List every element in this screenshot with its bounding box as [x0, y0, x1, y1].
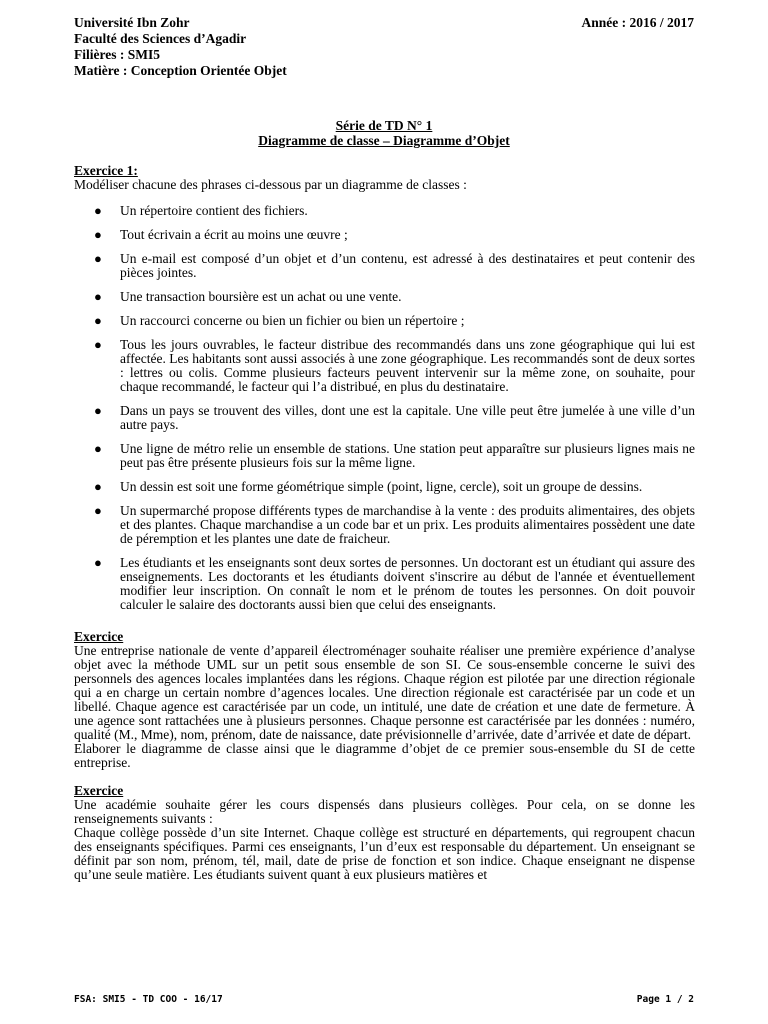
- university-name: Université Ibn Zohr: [74, 15, 190, 30]
- exercise2-task: Elaborer le diagramme de classe ainsi que le diagramme d’objet de ce premier sous-ensemble du SI de cette entreprise.: [74, 741, 695, 770]
- list-item: ● Tous les jours ouvrables, le facteur distribue des recommandés dans uns zone géographique qui lui est affectée. Les habitants sont aussi associés à une zone géographique. Les recommandés sont de deux sortes : lettres ou colis. Comme plusieurs facteurs peuvent intervenir sur la même zone, on souhaite, pour chaque recommandé, le facteur qui l’a distribué, en plus du destinataire.: [94, 337, 695, 394]
- list-item: ● Une ligne de métro relie un ensemble de stations. Une station peut apparaître sur plusieurs lignes mais ne peut pas être présente plusieurs fois sur la même ligne.: [94, 441, 695, 470]
- exercise1-intro: Modéliser chacune des phrases ci-dessous par un diagramme de classes :: [74, 177, 467, 192]
- faculty-name: Faculté des Sciences d’Agadir: [74, 31, 247, 46]
- exercise1-list: [74, 204, 695, 612]
- list-item: ● Une transaction boursière est un achat ou une vente.: [94, 289, 402, 304]
- list-item: ● Les étudiants et les enseignants sont deux sortes de personnes. Un doctorant est un étudiant qui assure des enseignements. Les doctorants et les étudiants doivent s'inscrire au début de l'année et éventuellement modifier leur inscription. On connaît le nom et le prénom de toutes les personnes. On doit pouvoir calculer le salaire des doctorants aussi bien que celui des enseignants.: [94, 555, 695, 612]
- subject: Matière : Conception Orientée Objet: [74, 63, 287, 78]
- bullet-icon: ●: [94, 251, 102, 266]
- exercise2-paragraph: Une entreprise nationale de vente d’appareil électroménager souhaite réaliser une première expérience d’analyse objet avec la méthode UML sur un petit sous ensemble de son SI. Ce sous-ensemble concerne le suivi des personnels des agences locales implantées dans les régions. Chaque région est pilotée par une direction régionale qui a en charge un certain nombre d’agences locales. Une direction régionale est caractérisée par un code et un libellé. Chaque agence est caractérisée par un code, un intitulé, une date de création et une date de fermeture. À une agence sont rattachées une à plusieurs personnes. Chaque personne est caractérisée par les données : numéro, qualité (M., Mme), nom, prénom, date de naissance, date prévisionnelle d’arrivée, date d’arrivée et date de départ.: [74, 643, 695, 742]
- exercise3-paragraph2: Chaque collège possède d’un site Internet. Chaque collège est structuré en départements, qui regroupent chacun des enseignants spécifiques. Parmi ces enseignants, l’un d’eux est responsable du département. Un enseignant se définit par son nom, prénom, tél, mail, date de prise de fonction et son indice. Chaque enseignant ne dispense qu’une seule matière. Les étudiants suivent quant à eux plusieurs matières et: [74, 825, 695, 882]
- topic-title: Diagramme de classe – Diagramme d’Objet: [258, 133, 510, 148]
- institution-header: [74, 15, 287, 79]
- bullet-icon: ●: [94, 337, 102, 352]
- bullet-icon: ●: [94, 555, 102, 570]
- list-item: ● Un raccourci concerne ou bien un fichier ou bien un répertoire ;: [94, 313, 465, 328]
- exercise1-heading: Exercice 1:: [74, 163, 138, 178]
- list-item: ● Un e-mail est composé d’un objet et d’un contenu, est adressé à des destinataires et peut contenir des pièces jointes.: [94, 251, 695, 280]
- bullet-icon: ●: [94, 441, 102, 456]
- series-title: Série de TD N° 1: [335, 118, 433, 133]
- list-item: ● Un supermarché propose différents types de marchandise à la vente : des produits alimentaires, des objets et des plantes. Chaque marchandise a un code bar et un prix. Les produits alimentaires possèdent une date de péremption et les plantes une date de fraicheur.: [94, 503, 695, 546]
- bullet-icon: ●: [94, 203, 102, 218]
- list-item: ● Un dessin est soit une forme géométrique simple (point, ligne, cercle), soit un groupe de dessins.: [94, 479, 643, 494]
- list-item: ● Un répertoire contient des fichiers.: [94, 203, 308, 218]
- bullet-icon: ●: [94, 313, 102, 328]
- footer-course-ref: FSA: SMI5 - TD COO - 16/17: [74, 994, 223, 1005]
- document-body: [74, 164, 695, 882]
- bullet-icon: ●: [94, 503, 102, 518]
- bullet-icon: ●: [94, 403, 102, 418]
- document-title: [0, 118, 768, 148]
- list-item: ● Tout écrivain a écrit au moins une œuvre ;: [94, 227, 348, 242]
- bullet-icon: ●: [94, 227, 102, 242]
- bullet-icon: ●: [94, 289, 102, 304]
- exercise3-heading: Exercice: [74, 783, 124, 798]
- footer-page-number: Page 1 / 2: [636, 994, 694, 1005]
- exercise2-heading: Exercice: [74, 629, 124, 644]
- list-item: ● Dans un pays se trouvent des villes, dont une est la capitale. Une ville peut être jumelée à une ville d’un autre pays.: [94, 403, 695, 432]
- exercise3-paragraph1: Une académie souhaite gérer les cours dispensés dans plusieurs collèges. Pour cela, on se donne les renseignements suivants :: [74, 797, 695, 826]
- academic-year: Année : 2016 / 2017: [581, 15, 694, 30]
- programs: Filières : SMI5: [74, 47, 160, 62]
- bullet-icon: ●: [94, 479, 102, 494]
